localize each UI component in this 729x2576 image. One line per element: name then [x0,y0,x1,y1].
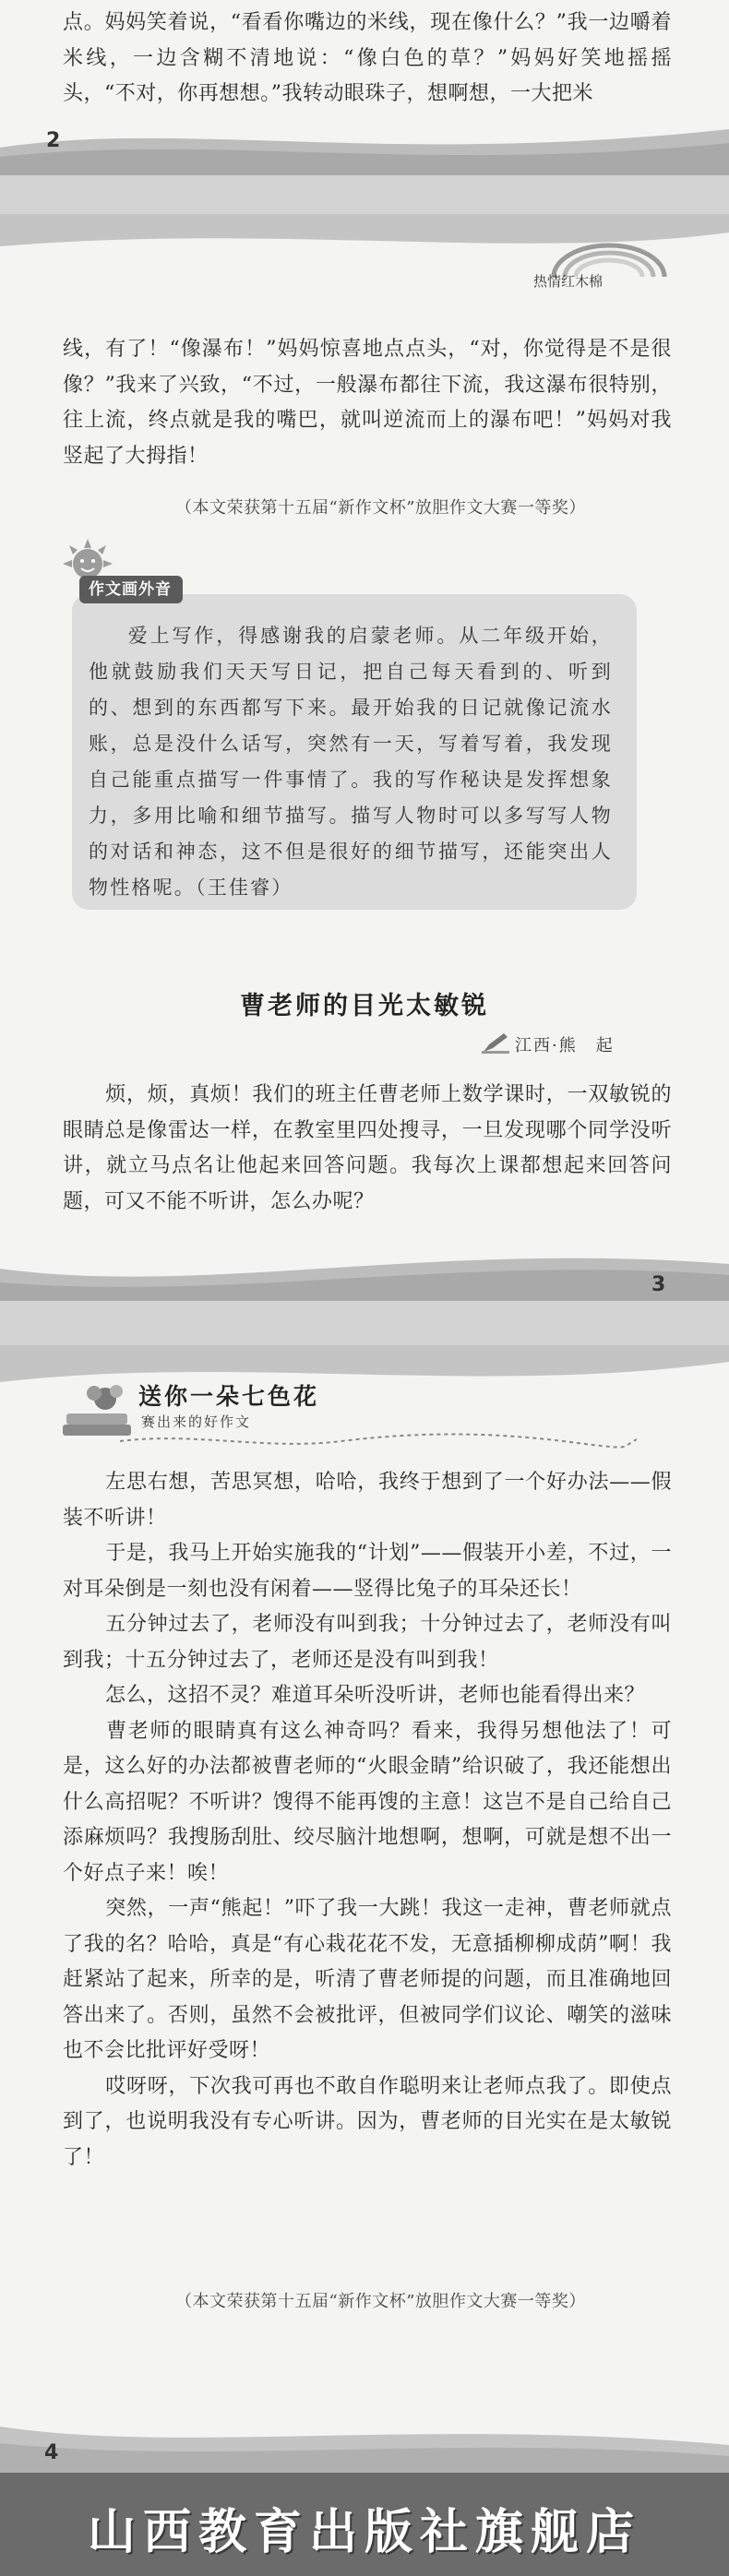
story-body [63,1465,672,2176]
page-number: 2 [46,129,61,152]
story-paragraph: 曹老师的眼睛真有这么神奇吗？看来，我得另想他法了！可是，这么好的办法都被曹老师的“火眼金睛”给识破了，我还能想出什么高招呢？不听讲？馊得不能再馊的主意！这岂不是自己给自己添麻烦吗？我搜肠刮肚、绞尽脑汁地想啊，想啊，可就是想不出一个好点子来！唉！ [63,1719,672,1885]
page-3 [0,214,729,1301]
page-2-fragment [0,0,729,175]
page-wave-decoration [0,1218,729,1301]
body-paragraph: 线，有了！“像瀑布！”妈妈惊喜地点点头，“对，你觉得是不是很像？”我来了兴致，“不过，一般瀑布都往下流，我这瀑布很特别，往上流，终点就是我的嘴巴，就叫逆流而上的瀑布吧！”妈妈对我竖起了大拇指！ [63,338,672,468]
page-gap [0,1301,729,1345]
page-wave-decoration [0,92,729,175]
body-paragraph: 点。妈妈笑着说，“看看你嘴边的米线，现在像什么？”我一边嚼着米线，一边含糊不清地说：“像白色的草？”妈妈好笑地摇摇头，“不对，你再想想。”我转动眼珠子，想啊想，一大把米 [63,11,672,105]
page-gap [0,175,729,214]
story-paragraph: 哎呀呀，下次我可再也不敢自作聪明来让老师点我了。即使点到了，也说明我没有专心听讲。因为，曹老师的目光实在是太敏锐了！ [63,2074,672,2169]
section-label: 热情红木棉 [533,273,604,290]
series-subtitle: 赛出来的好作文 [141,1413,252,1430]
award-credit: （本文荣获第十五届“新作文杯”放胆作文大赛一等奖） [175,2292,586,2311]
page-number: 4 [44,2441,59,2464]
header-underline [120,1430,637,1452]
story-paragraph: 怎么，这招不灵？难道耳朵听没听讲，老师也能看得出来？ [105,1684,646,1707]
story-intro-paragraph: 烦，烦，真烦！我们的班主任曹老师上数学课时，一双敏锐的眼睛总是像雷达一样，在教室里四处搜寻，一旦发现哪个同学没听讲，就立马点名让他起来回答问题。我每次上课都想起来回答问题，可又不能不听讲，怎么办呢？ [63,1083,672,1213]
author-name: 江西·熊 起 [515,1036,615,1055]
series-title: 送你一朵七色花 [138,1383,320,1410]
story-paragraph: 突然，一声“熊起！”吓了我一大跳！我这一走神，曹老师就点了我的名？哈哈，真是“有心栽花花不发，无意插柳柳成荫”啊！我赶紧站了起来，所幸的是，听清了曹老师提的问题，而且准确地回答出来了。否则，虽然不会被批评，但被同学们议论、嘲笑的滋味也不会比批评好受呀！ [63,1897,672,2062]
story-paragraph: 于是，我马上开始实施我的“计划”——假装开小差，不过，一对耳朵倒是一刻也没有闲着——竖得比兔子的耳朵还长！ [63,1542,672,1601]
award-credit: （本文荣获第十五届“新作文杯”放胆作文大赛一等奖） [175,498,586,518]
page-4 [0,1345,729,2473]
commentary-tag: 作文画外音 [79,576,183,603]
commentary-text: 爱上写作，得感谢我的启蒙老师。从二年级开始，他就鼓励我们天天写日记，把自己每天看到的、听到的、想到的东西都写下来。最开始我的日记就像记流水账，总是没什么话写，突然有一天，写着写着，我发现自己能重点描写一件事情了。我的写作秘诀是发挥想象力，多用比喻和细节描写。描写人物时可以多写写人物的对话和神态，这不但是很好的细节描写，还能突出人物性格呢。（王佳睿） [89,625,613,899]
story-paragraph: 五分钟过去了，老师没有叫到我；十分钟过去了，老师没有叫到我；十五分钟过去了，老师还是没有叫到我！ [63,1613,672,1672]
commentary-box [72,594,637,910]
shop-name: 山西教育出版社旗舰店 [87,2505,641,2560]
story-paragraph: 左思右想，苦思冥想，哈哈，我终于想到了一个好办法——假装不听讲！ [63,1471,672,1530]
page-wave-decoration [0,2390,729,2473]
shop-banner [0,2473,729,2576]
story-title: 曹老师的目光太敏锐 [240,992,489,1020]
page-number: 3 [651,1273,666,1296]
pen-icon [482,1032,509,1054]
